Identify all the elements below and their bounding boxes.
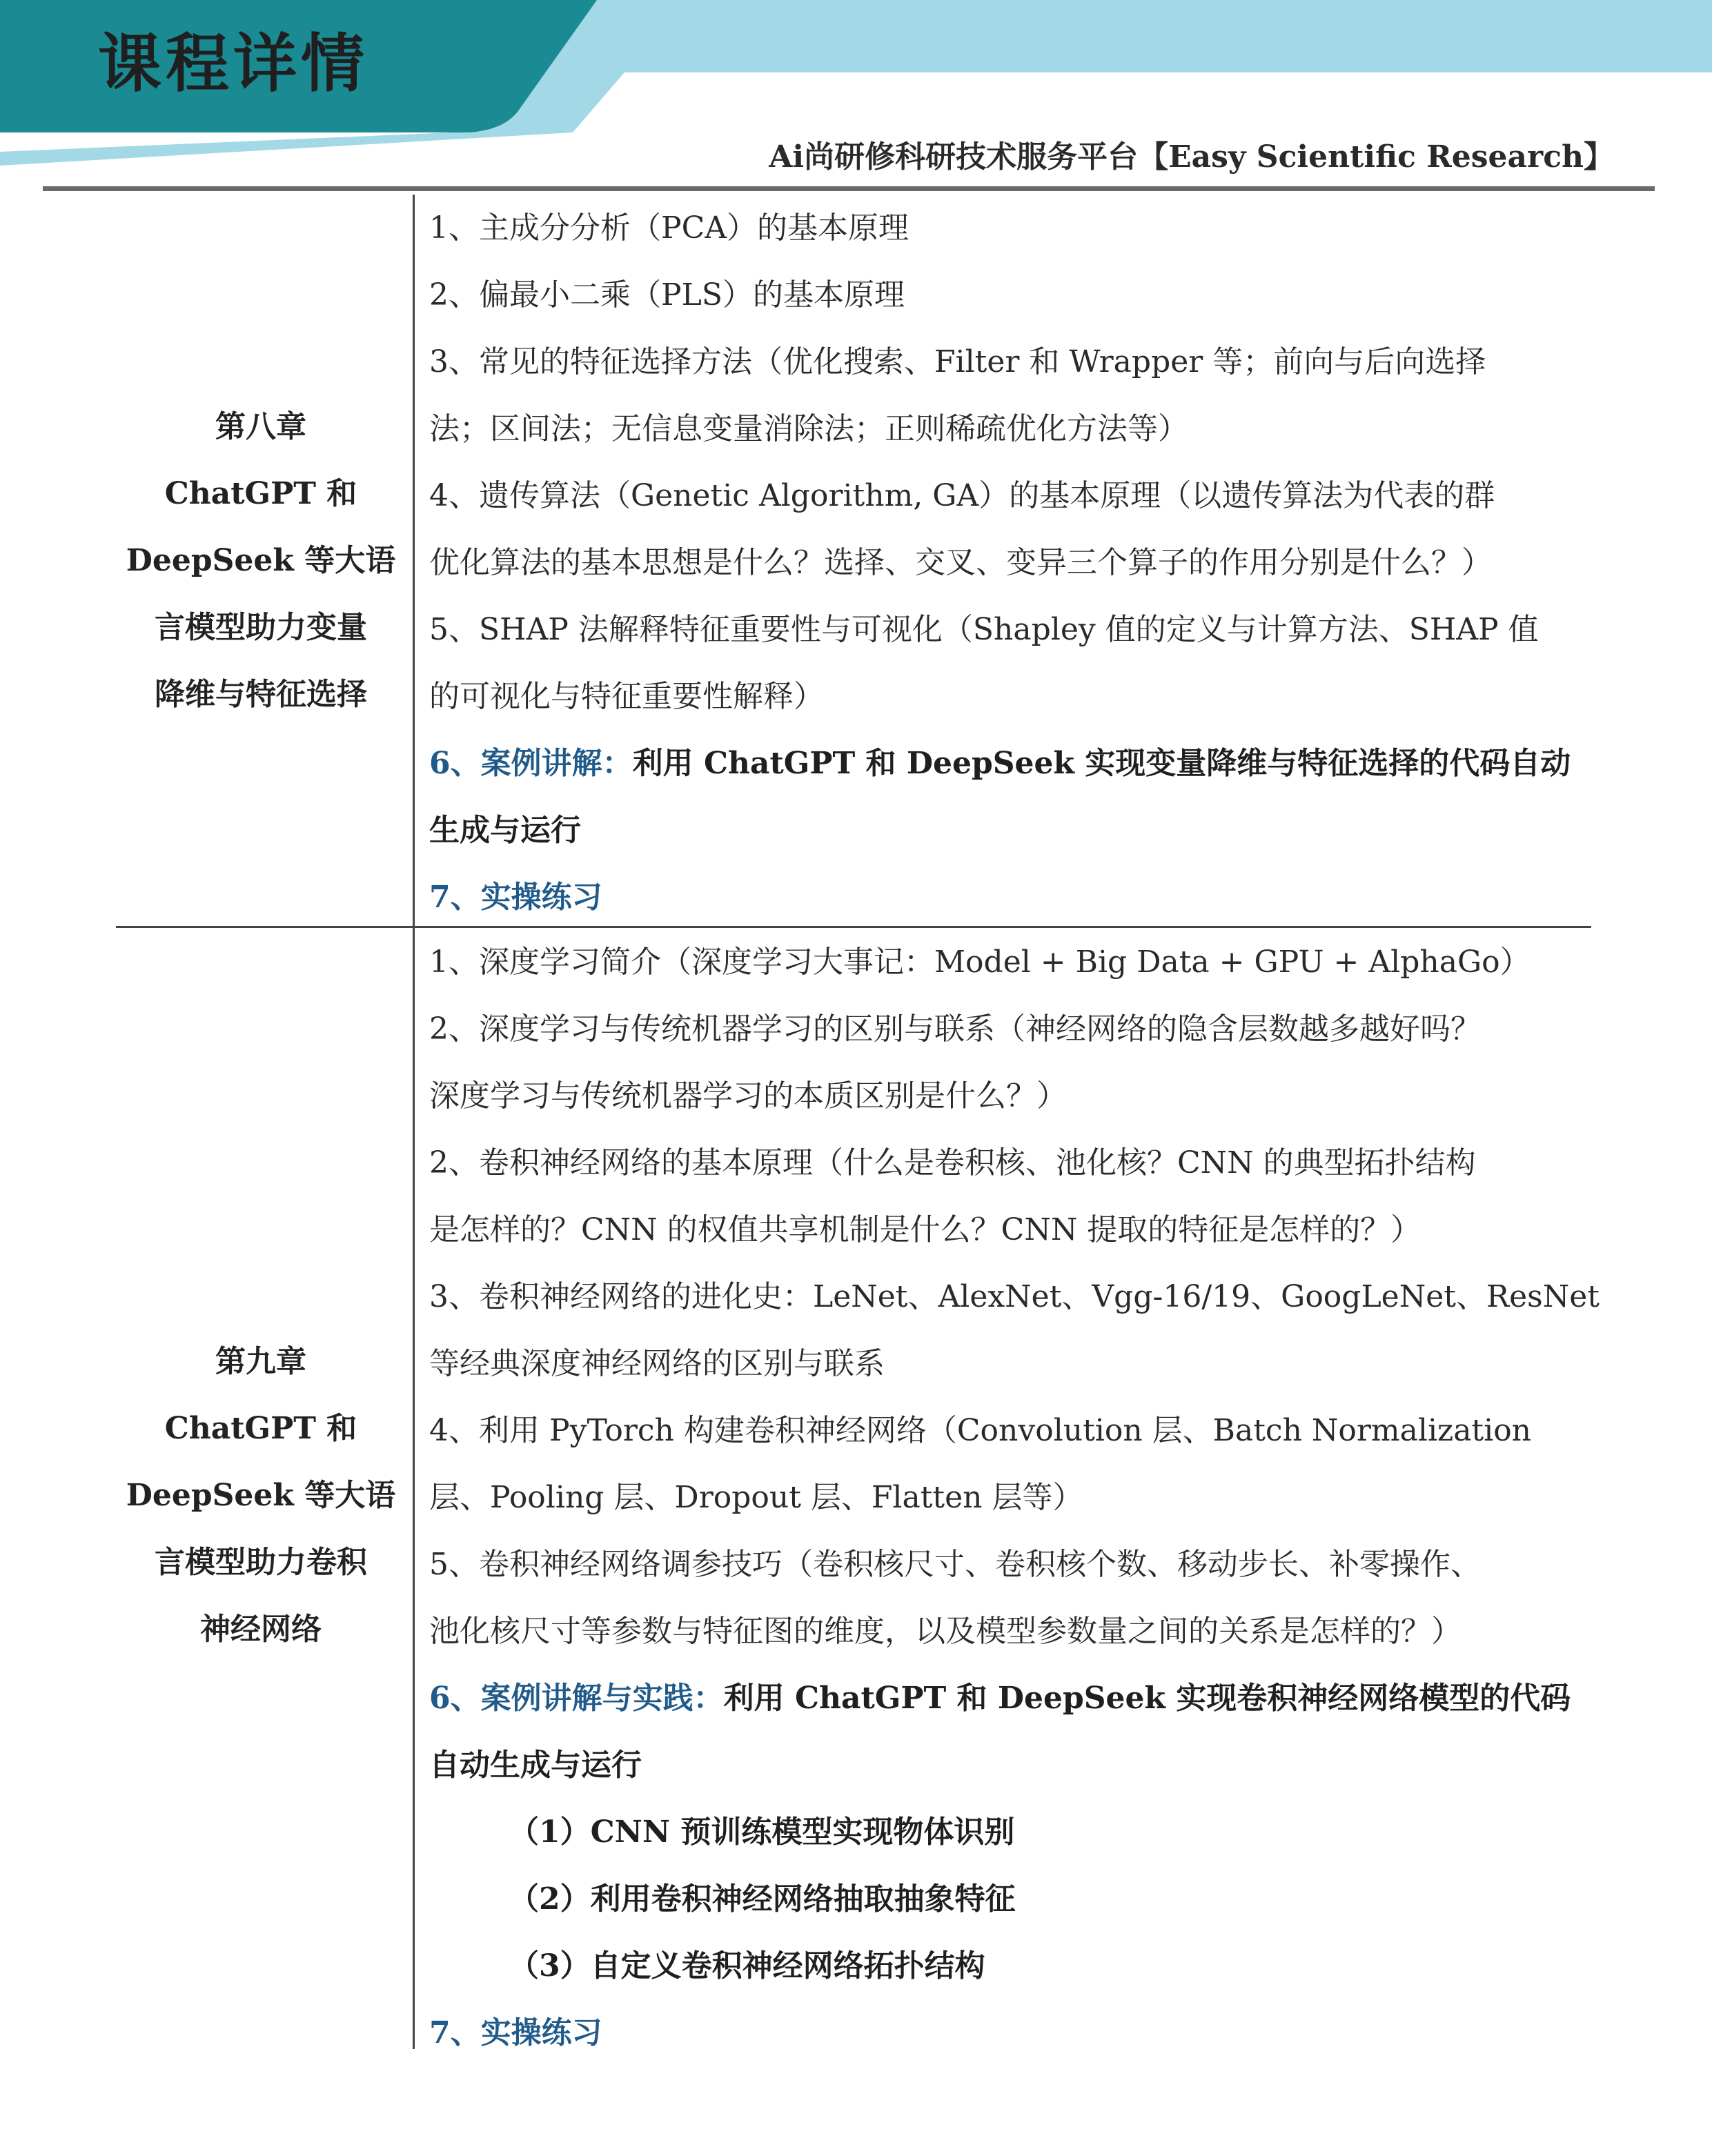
content-line: 5、卷积神经网络调参技巧（卷积核尺寸、卷积核个数、移动步长、补零操作、	[429, 1547, 1481, 1582]
case-line	[429, 730, 1602, 797]
content-line: 2、深度学习与传统机器学习的区别与联系（神经网络的隐含层数越多越好吗？	[429, 1011, 1481, 1047]
content-line: 2、卷积神经网络的基本原理（什么是卷积核、池化核？CNN 的典型拓扑结构	[429, 1145, 1476, 1180]
case-text-continued: 生成与运行	[429, 813, 581, 848]
content-line: 深度学习与传统机器学习的本质区别是什么？）	[429, 1078, 1067, 1114]
sub-item: （2）利用卷积神经网络抽取抽象特征	[509, 1881, 1016, 1917]
case-label: 6、案例讲解与实践：	[429, 1681, 724, 1716]
content-line: 优化算法的基本思想是什么？选择、交叉、变异三个算子的作用分别是什么？）	[429, 545, 1492, 580]
content-line: 4、利用 PyTorch 构建卷积神经网络（Convolution 层、Batch Normalization	[429, 1413, 1532, 1448]
chapter9-title-line: 第九章	[215, 1344, 306, 1379]
platform-name: Ai尚研修科研技术服务平台【Easy Scientific Research】	[769, 139, 1614, 175]
content-line: 的可视化与特征重要性解释）	[429, 679, 824, 714]
content-line: 池化核尺寸等参数与特征图的维度，以及模型参数量之间的关系是怎样的？）	[429, 1614, 1462, 1649]
case-line	[429, 1665, 1602, 1732]
chapter8-content	[429, 195, 1602, 931]
practice-heading: 7、实操练习	[429, 2015, 602, 2050]
chapter9-title-line: 言模型助力卷积	[155, 1545, 367, 1580]
chapter8-title-line: 言模型助力变量	[155, 610, 367, 645]
chapter9-title-line: ChatGPT 和	[164, 1411, 357, 1446]
case-text-continued: 自动生成与运行	[429, 1748, 642, 1783]
content-line: 4、遗传算法（Genetic Algorithm, GA）的基本原理（以遗传算法为代表的群	[429, 478, 1495, 513]
case-text: 利用 ChatGPT 和 DeepSeek 实现变量降维与特征选择的代码自动	[632, 746, 1571, 781]
content-line: 层、Pooling 层、Dropout 层、Flatten 层等）	[429, 1480, 1083, 1515]
header-divider	[43, 186, 1655, 191]
content-line: 3、卷积神经网络的进化史：LeNet、AlexNet、Vgg-16/19、GoogLeNet、ResNet	[429, 1279, 1600, 1314]
content-line: 是怎样的？CNN 的权值共享机制是什么？CNN 提取的特征是怎样的？）	[429, 1212, 1421, 1247]
content-line: 1、主成分分析（PCA）的基本原理	[429, 210, 909, 246]
sub-item: （1）CNN 预训练模型实现物体识别	[509, 1814, 1015, 1850]
chapter9-title	[116, 1328, 406, 1663]
content-line: 2、偏最小二乘（PLS）的基本原理	[429, 277, 905, 313]
content-line: 5、SHAP 法解释特征重要性与可视化（Shapley 值的定义与计算方法、SHAP 值	[429, 612, 1539, 647]
content-line: 法；区间法；无信息变量消除法；正则稀疏优化方法等）	[429, 411, 1188, 446]
page-title: 课程详情	[98, 27, 369, 101]
chapter8-title	[116, 393, 406, 728]
chapter8-title-line: 第八章	[215, 409, 306, 444]
chapter8-title-line: DeepSeek 等大语	[126, 543, 396, 578]
practice-heading: 7、实操练习	[429, 880, 602, 915]
content-line: 1、深度学习简介（深度学习大事记：Model + Big Data + GPU + AlphaGo）	[429, 945, 1531, 980]
chapter9-content	[429, 929, 1602, 2066]
content-line: 3、常见的特征选择方法（优化搜索、Filter 和 Wrapper 等；前向与后向选择	[429, 344, 1486, 379]
sub-item: （3）自定义卷积神经网络拓扑结构	[509, 1948, 985, 1984]
case-label: 6、案例讲解：	[429, 746, 633, 781]
content-line: 等经典深度神经网络的区别与联系	[429, 1346, 885, 1381]
case-text: 利用 ChatGPT 和 DeepSeek 实现卷积神经网络模型的代码	[723, 1681, 1571, 1716]
chapter9-title-line: 神经网络	[200, 1612, 322, 1647]
chapter8-title-line: 降维与特征选择	[155, 677, 367, 712]
table-column-divider	[413, 195, 415, 2049]
chapter9-title-line: DeepSeek 等大语	[126, 1478, 396, 1513]
chapter8-title-line: ChatGPT 和	[164, 476, 357, 511]
